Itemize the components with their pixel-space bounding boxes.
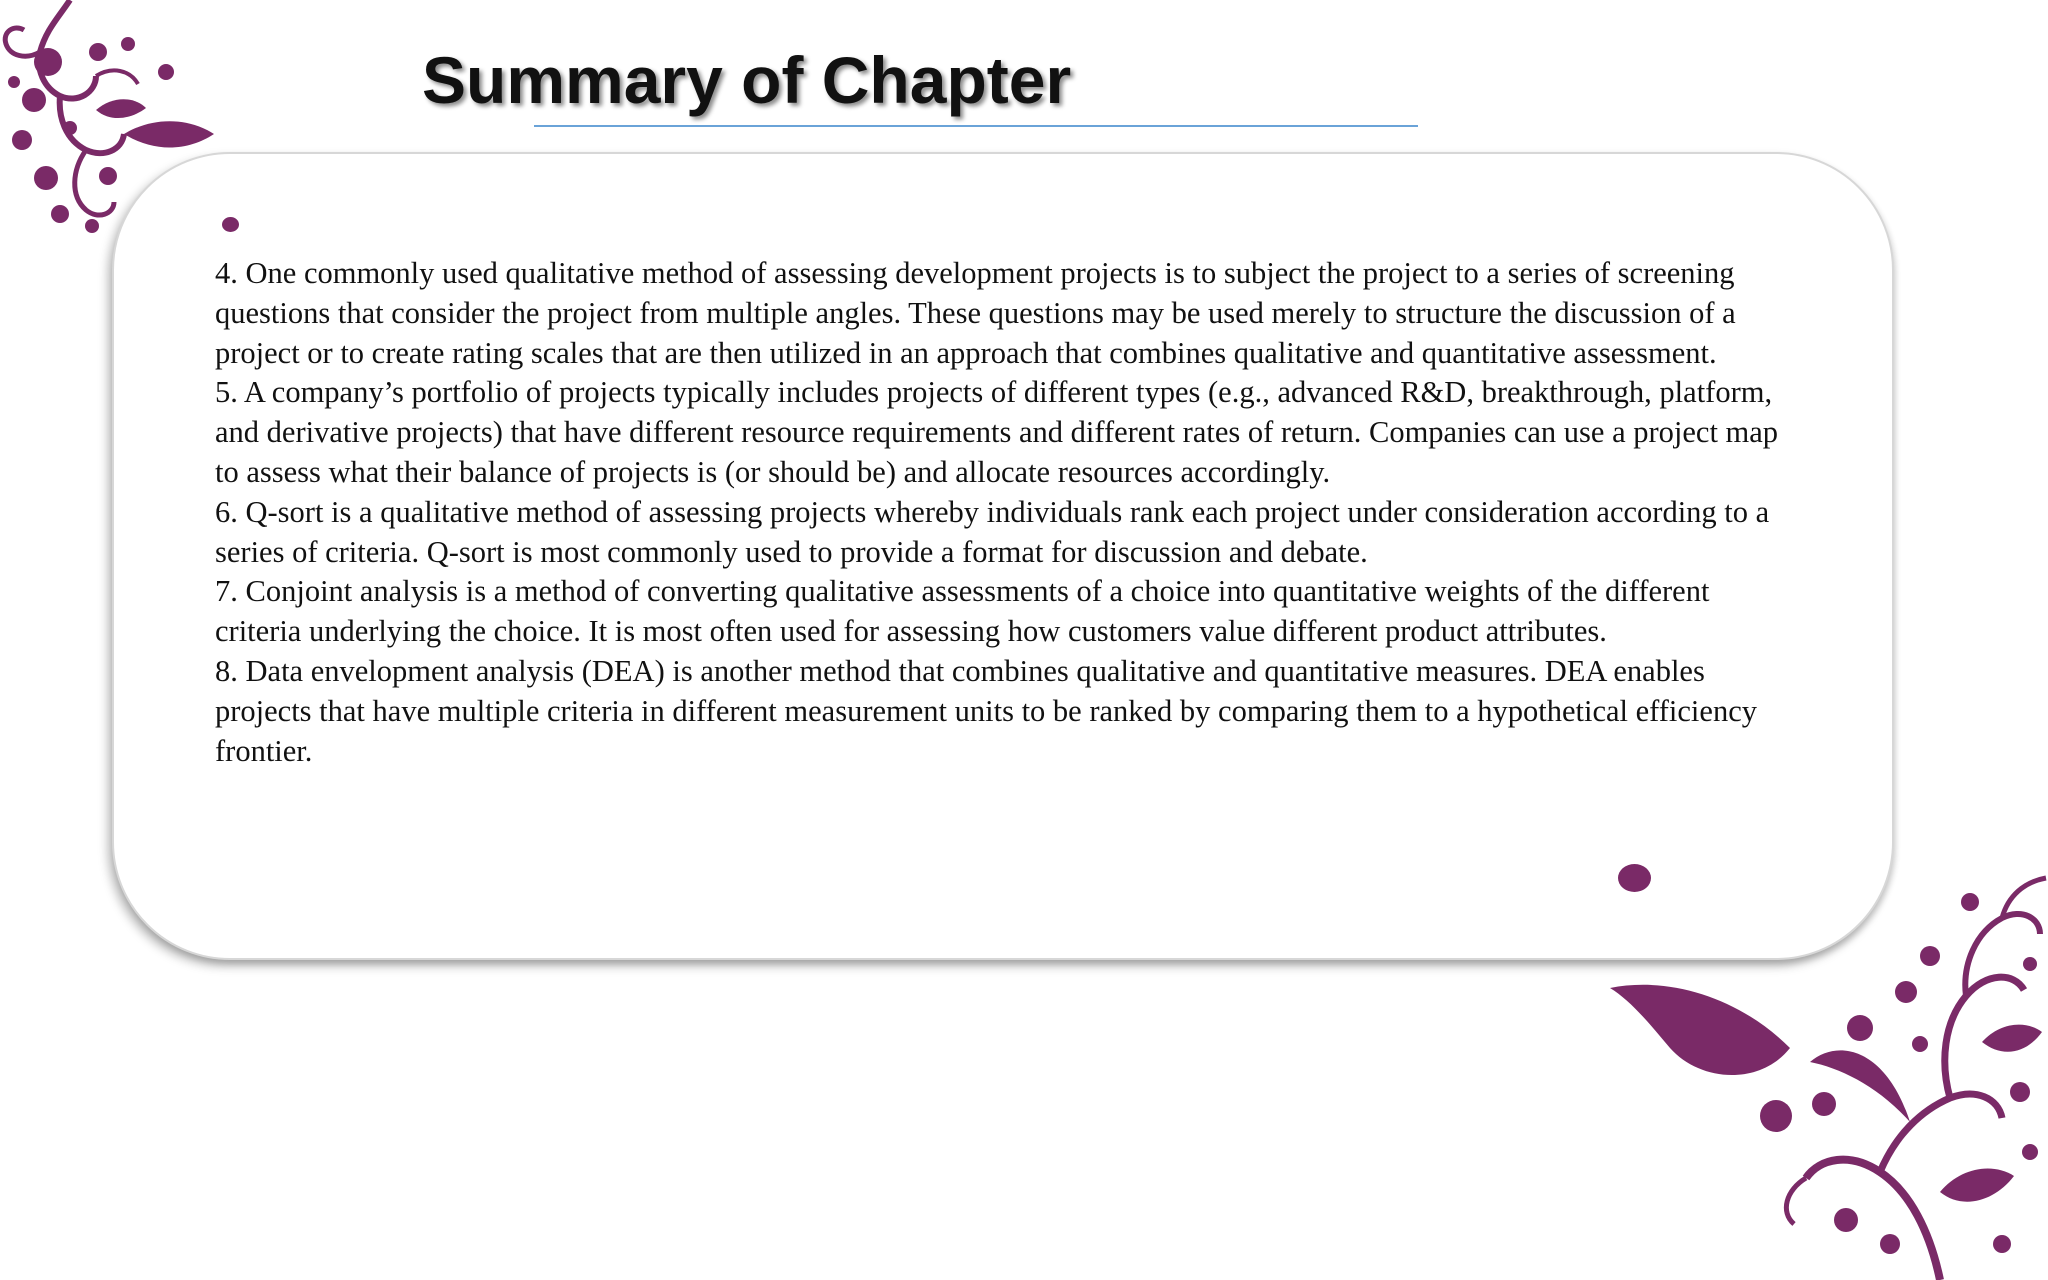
bullet-dot-icon <box>222 217 239 232</box>
summary-text <box>215 254 1795 771</box>
title-underline <box>534 125 1418 127</box>
summary-point-7: 7. Conjoint analysis is a method of converting qualitative assessments of a choice into quantitative weights of the different criteria underlying the choice. It is most often used for assessing how customers value different product attributes. <box>215 574 1710 649</box>
page-title: Summary of Chapter <box>422 43 1072 117</box>
summary-point-4: 4. One commonly used qualitative method of assessing development projects is to subject the project to a series of screening questions that consider the project from multiple angles. These questions may be used merely to structure the discussion of a project or to create rating scales that are then utilized in an approach that combines qualitative and quantitative assessment. <box>215 256 1736 370</box>
summary-point-5: 5. A company’s portfolio of projects typically includes projects of different types (e.g., advanced R&D, breakthrough, platform, and derivative projects) that have different resource requirements and different rates of return. Companies can use a project map to assess what their balance of projects is (or should be) and allocate resources accordingly. <box>215 375 1779 489</box>
summary-point-8: 8. Data envelopment analysis (DEA) is another method that combines qualitative and quantitative measures. DEA enables projects that have multiple criteria in different measurement units to be ranked by comparing them to a hypothetical efficiency frontier. <box>215 653 1757 768</box>
summary-point-6: 6. Q-sort is a qualitative method of assessing projects whereby individuals rank each project under consideration according to a series of criteria. Q-sort is most commonly used to provide a format for discussion and debate. <box>215 494 1770 569</box>
floral-ornament-bottom-right-icon <box>1610 872 2048 1280</box>
